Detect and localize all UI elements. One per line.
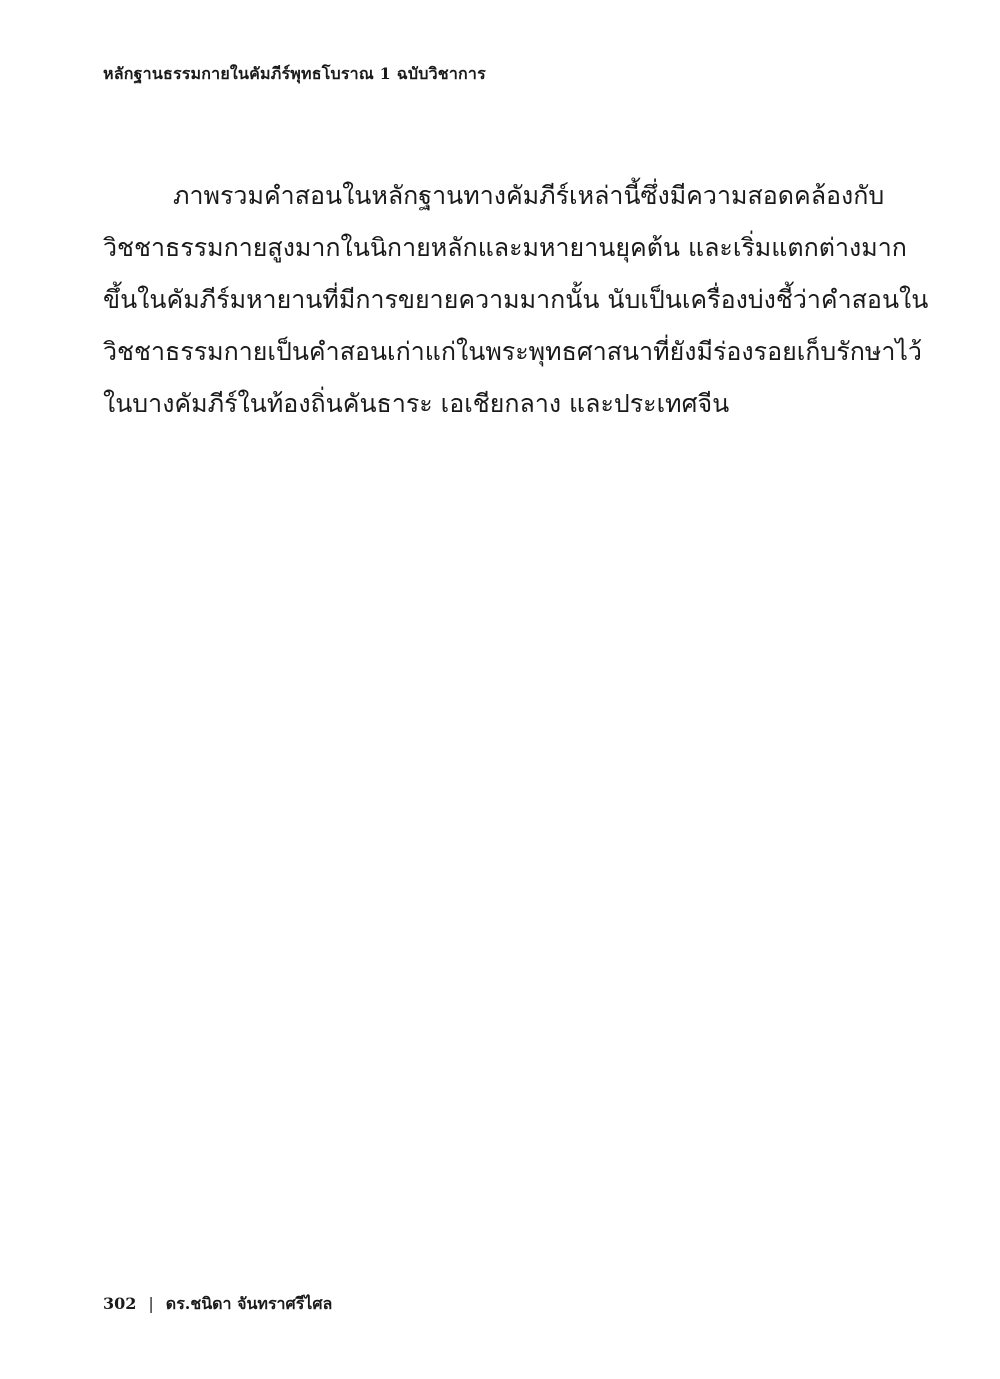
page-number: 302 — [103, 1294, 137, 1313]
paragraph-line: วิชชาธรรมกายสูงมากในนิกายหลักและมหายานยุคต้น และเริ่มแตกต่างมาก — [103, 233, 907, 262]
footer-separator: | — [148, 1294, 154, 1313]
page-footer — [103, 1292, 332, 1317]
running-header-title: หลักฐานธรรมกายในคัมภีร์พุทธโบราณ 1 ฉบับวิชาการ — [103, 64, 486, 83]
paragraph-line: ภาพรวมคำสอนในหลักฐานทางคัมภีร์เหล่านี้ซึ่งมีความสอดคล้องกับ — [173, 181, 885, 210]
paragraph-line: ขึ้นในคัมภีร์มหายานที่มีการขยายความมากนั้น นับเป็นเครื่องบ่งชี้ว่าคำสอนใน — [103, 285, 929, 314]
author-name: ดร.ชนิดา จันทราศรีไศล — [165, 1294, 333, 1313]
paragraph-line: ในบางคัมภีร์ในท้องถิ่นคันธาระ เอเชียกลาง และประเทศจีน — [103, 389, 730, 418]
paragraph-line: วิชชาธรรมกายเป็นคำสอนเก่าแก่ในพระพุทธศาสนาที่ยังมีร่องรอยเก็บรักษาไว้ — [103, 337, 922, 366]
body-paragraph — [103, 170, 929, 430]
